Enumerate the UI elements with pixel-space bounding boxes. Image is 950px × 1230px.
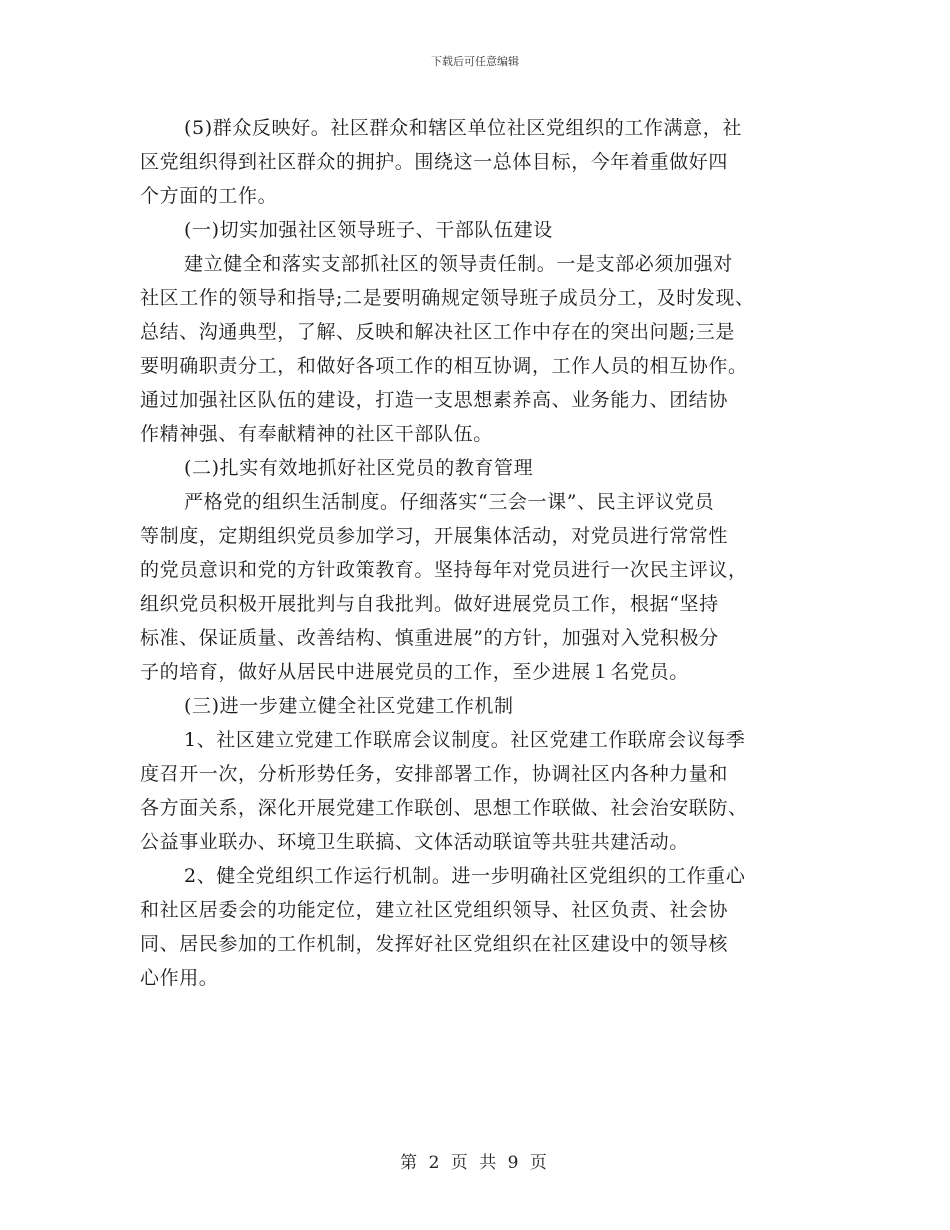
text-line: 等制度，定期组织党员参加学习，开展集体活动，对党员进行常常性 [140,525,729,547]
text-line: 作精神强、有奉献精神的社区干部队伍。 [140,423,493,445]
page-number: 第 2 页 共 9 页 [400,1153,550,1173]
text-line: 通过加强社区队伍的建设，打造一支思想素养高、业务能力、团结协 [140,389,729,411]
text-line: 区党组织得到社区群众的拥护。围绕这一总体目标，今年着重做好四 [140,151,729,173]
section-heading: (一)切实加强社区领导班子、干部队伍建设 [184,219,553,241]
text-line: 总结、沟通典型，了解、反映和解决社区工作中存在的突出问题;三是 [140,321,736,343]
text-line: 和社区居委会的功能定位，建立社区党组织领导、社区负责、社会协 [140,899,729,921]
text-line: 严格党的组织生活制度。仔细落实“三会一课”、民主评议党员 [184,491,715,513]
text-line: (5)群众反映好。社区群众和辖区单位社区党组织的工作满意，社 [184,117,742,139]
text-line: 各方面关系，深化开展党建工作联创、思想工作联做、社会治安联防、 [140,797,748,819]
page-header-note: 下载后可任意编辑 [431,55,519,68]
section-heading: (三)进一步建立健全社区党建工作机制 [184,695,514,717]
text-line: 同、居民参加的工作机制，发挥好社区党组织在社区建设中的领导核 [140,933,729,955]
text-line: 公益事业联办、环境卫生联搞、文体活动联谊等共驻共建活动。 [140,831,689,853]
text-line: 子的培育，做好从居民中进展党员的工作，至少进展１名党员。 [140,661,689,683]
section-heading: (二)扎实有效地抓好社区党员的教育管理 [184,457,534,479]
document-body [140,111,820,995]
text-line: 要明确职责分工，和做好各项工作的相互协调，工作人员的相互协作。 [140,355,748,377]
text-line: 组织党员积极开展批判与自我批判。做好进展党员工作，根据“坚持 [140,593,719,615]
text-line: 心作用。 [140,967,219,989]
text-line: 的党员意识和党的方针政策教育。坚持每年对党员进行一次民主评议， [140,559,748,581]
text-line: 2、健全党组织工作运行机制。进一步明确社区党组织的工作重心 [184,865,746,887]
text-line: 度召开一次，分析形势任务，安排部署工作，协调社区内各种力量和 [140,763,729,785]
text-line: 建立健全和落实支部抓社区的领导责任制。一是支部必须加强对 [184,253,733,275]
text-line: 个方面的工作。 [140,185,278,207]
text-line: 1、社区建立党建工作联席会议制度。社区党建工作联席会议每季 [184,729,746,751]
text-line: 标准、保证质量、改善结构、慎重进展”的方针，加强对入党积极分 [140,627,719,649]
text-line: 社区工作的领导和指导;二是要明确规定领导班子成员分工，及时发现、 [140,287,755,309]
